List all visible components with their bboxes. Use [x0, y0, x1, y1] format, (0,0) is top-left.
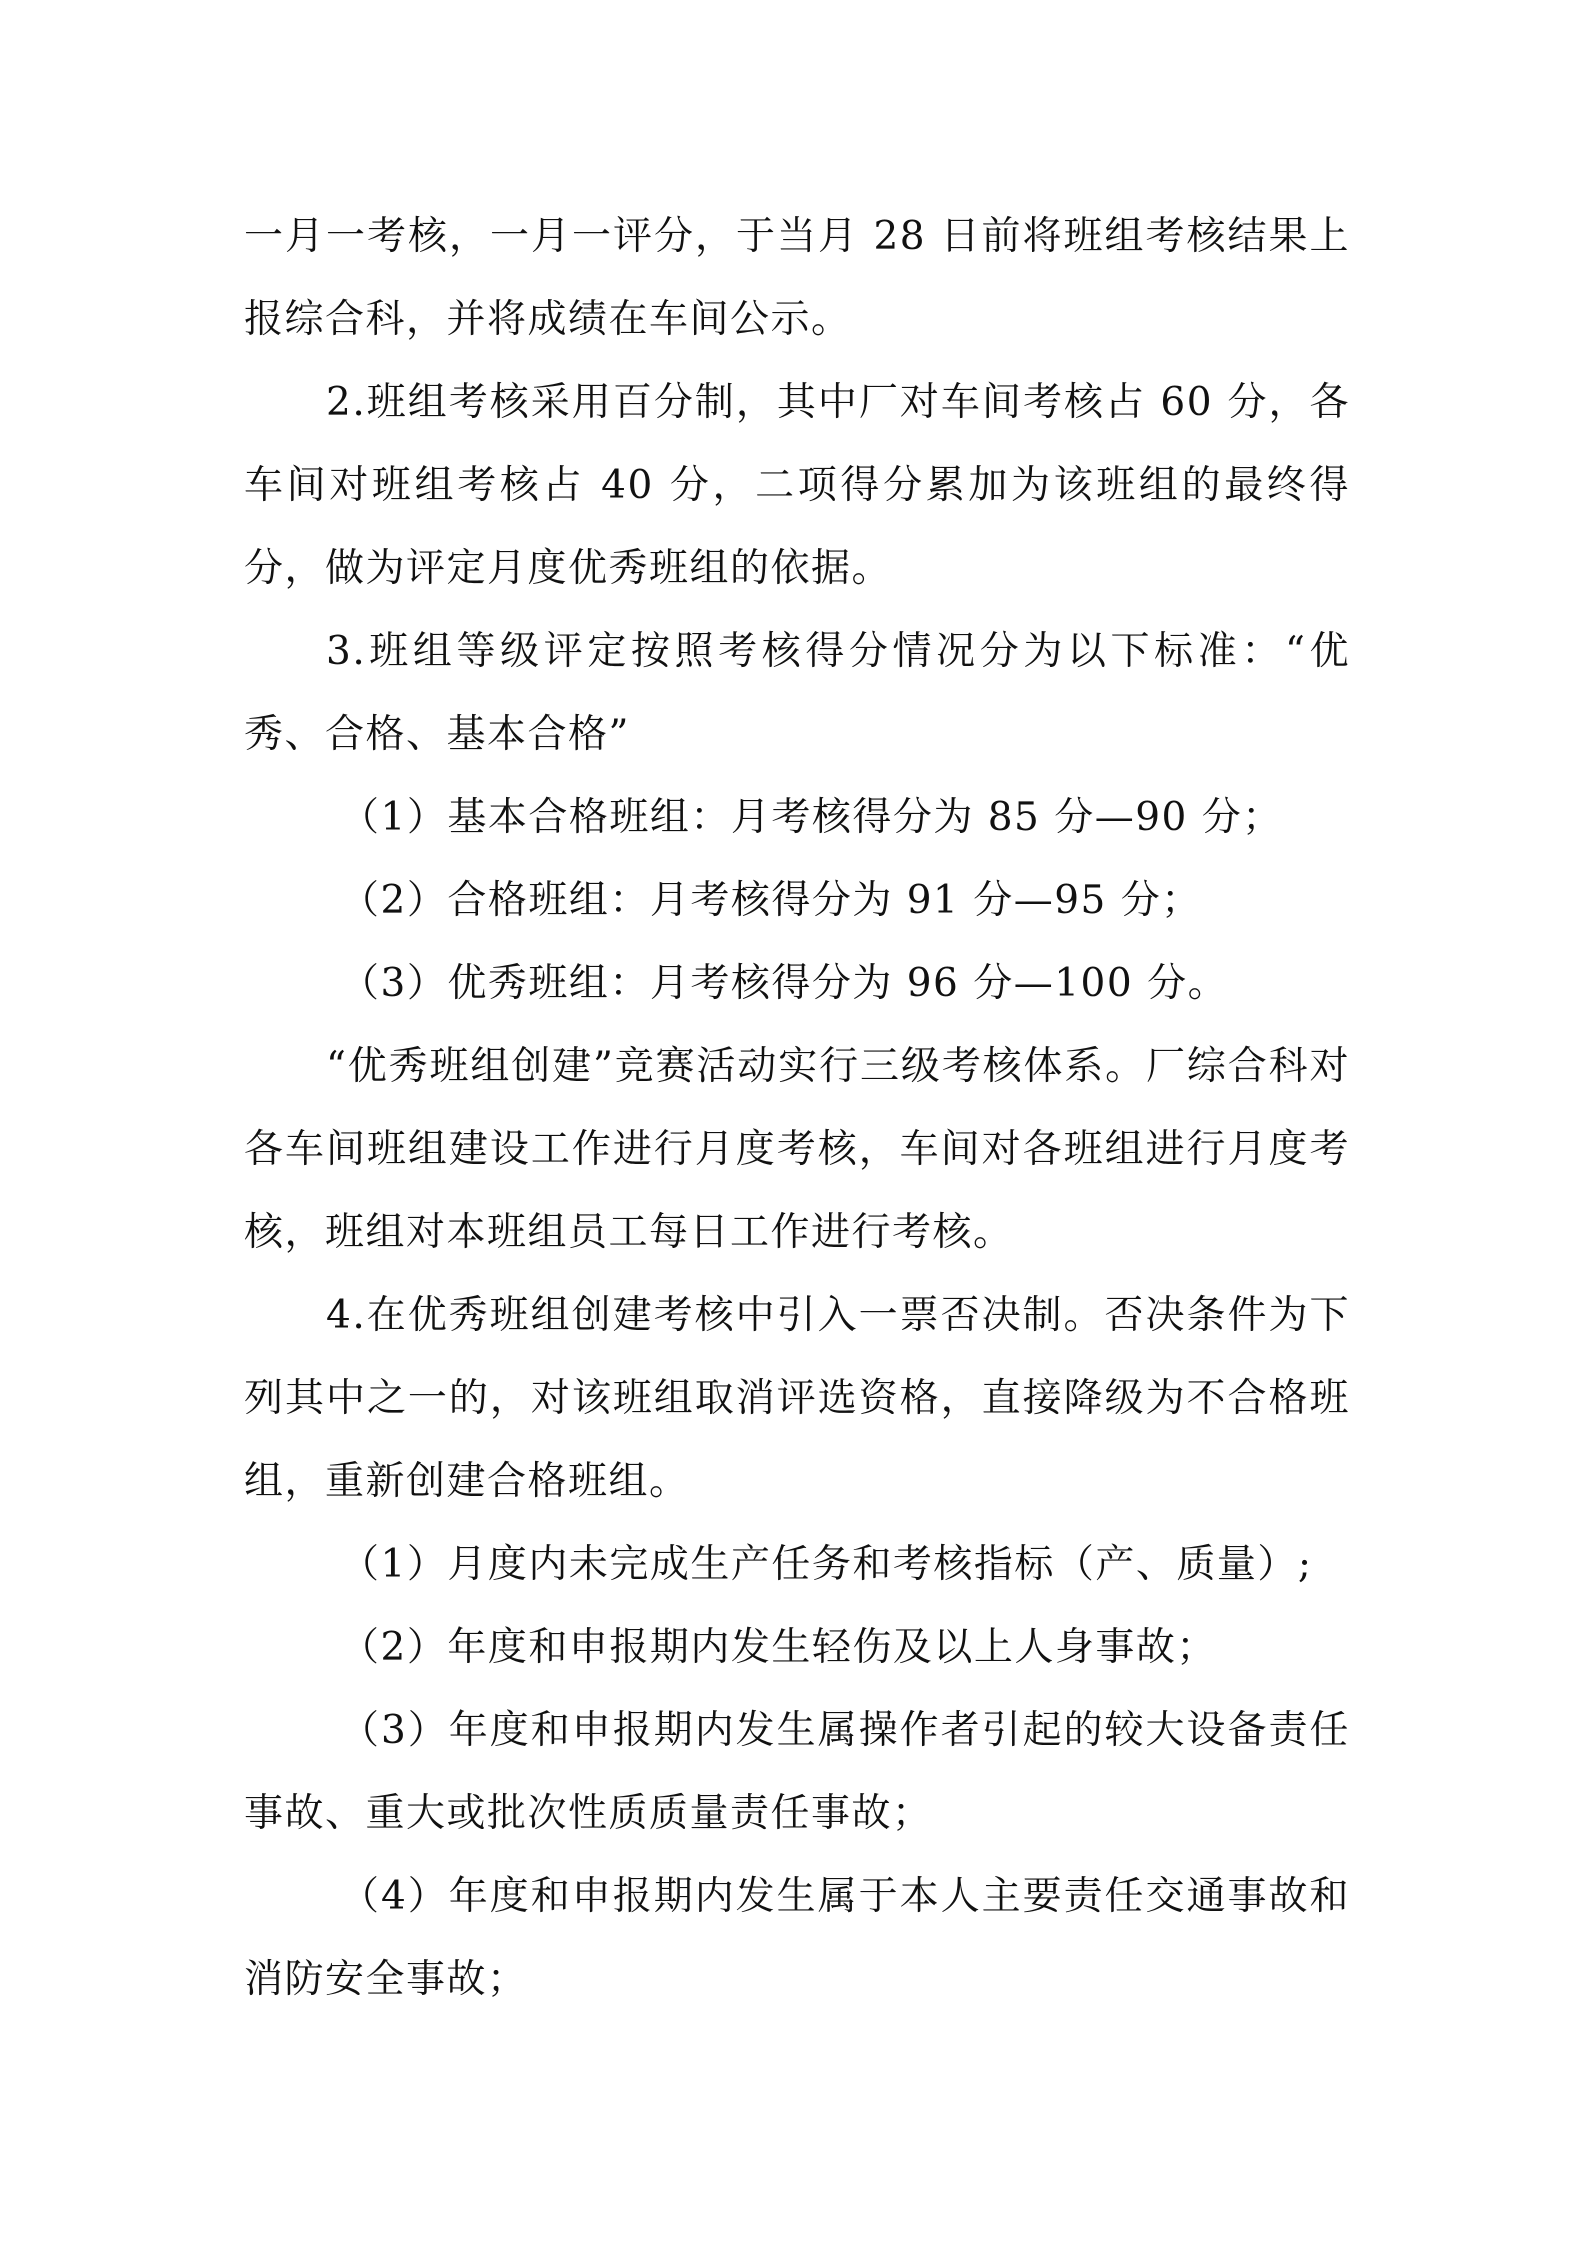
paragraph-item-2: 2.班组考核采用百分制，其中厂对车间考核占 60 分，各车间对班组考核占 40 分，二项得分累加为该班组的最终得分，做为评定月度优秀班组的依据。: [244, 380, 1350, 591]
veto-condition-1: （1）月度内未完成生产任务和考核指标（产、质量）;: [340, 1542, 1313, 1587]
document-body: [244, 195, 1350, 2021]
veto-condition-2: （2）年度和申报期内发生轻伤及以上人身事故；: [340, 1625, 1217, 1670]
subitem-basic-qualified: （1）基本合格班组：月考核得分为 85 分—90 分；: [340, 795, 1283, 840]
paragraph-item-3: 3.班组等级评定按照考核得分情况分为以下标准：“优秀、合格、基本合格”: [244, 629, 1350, 757]
veto-condition-4: （4）年度和申报期内发生属于本人主要责任交通事故和消防安全事故；: [244, 1874, 1350, 2002]
veto-condition-3: （3）年度和申报期内发生属操作者引起的较大设备责任事故、重大或批次性质质量责任事故；: [244, 1708, 1350, 1836]
paragraph-assessment-system: “优秀班组创建”竞赛活动实行三级考核体系。厂综合科对各车间班组建设工作进行月度考核，车间对各班组进行月度考核，班组对本班组员工每日工作进行考核。: [244, 1044, 1350, 1255]
subitem-qualified: （2）合格班组：月考核得分为 91 分—95 分；: [340, 878, 1202, 923]
subitem-excellent: （3）优秀班组：月考核得分为 96 分—100 分。: [340, 961, 1229, 1006]
paragraph-item-4: 4.在优秀班组创建考核中引入一票否决制。否决条件为下列其中之一的，对该班组取消评选资格，直接降级为不合格班组，重新创建合格班组。: [244, 1293, 1350, 1504]
paragraph-continuation: 一月一考核，一月一评分，于当月 28 日前将班组考核结果上报综合科，并将成绩在车间公示。: [244, 214, 1350, 342]
